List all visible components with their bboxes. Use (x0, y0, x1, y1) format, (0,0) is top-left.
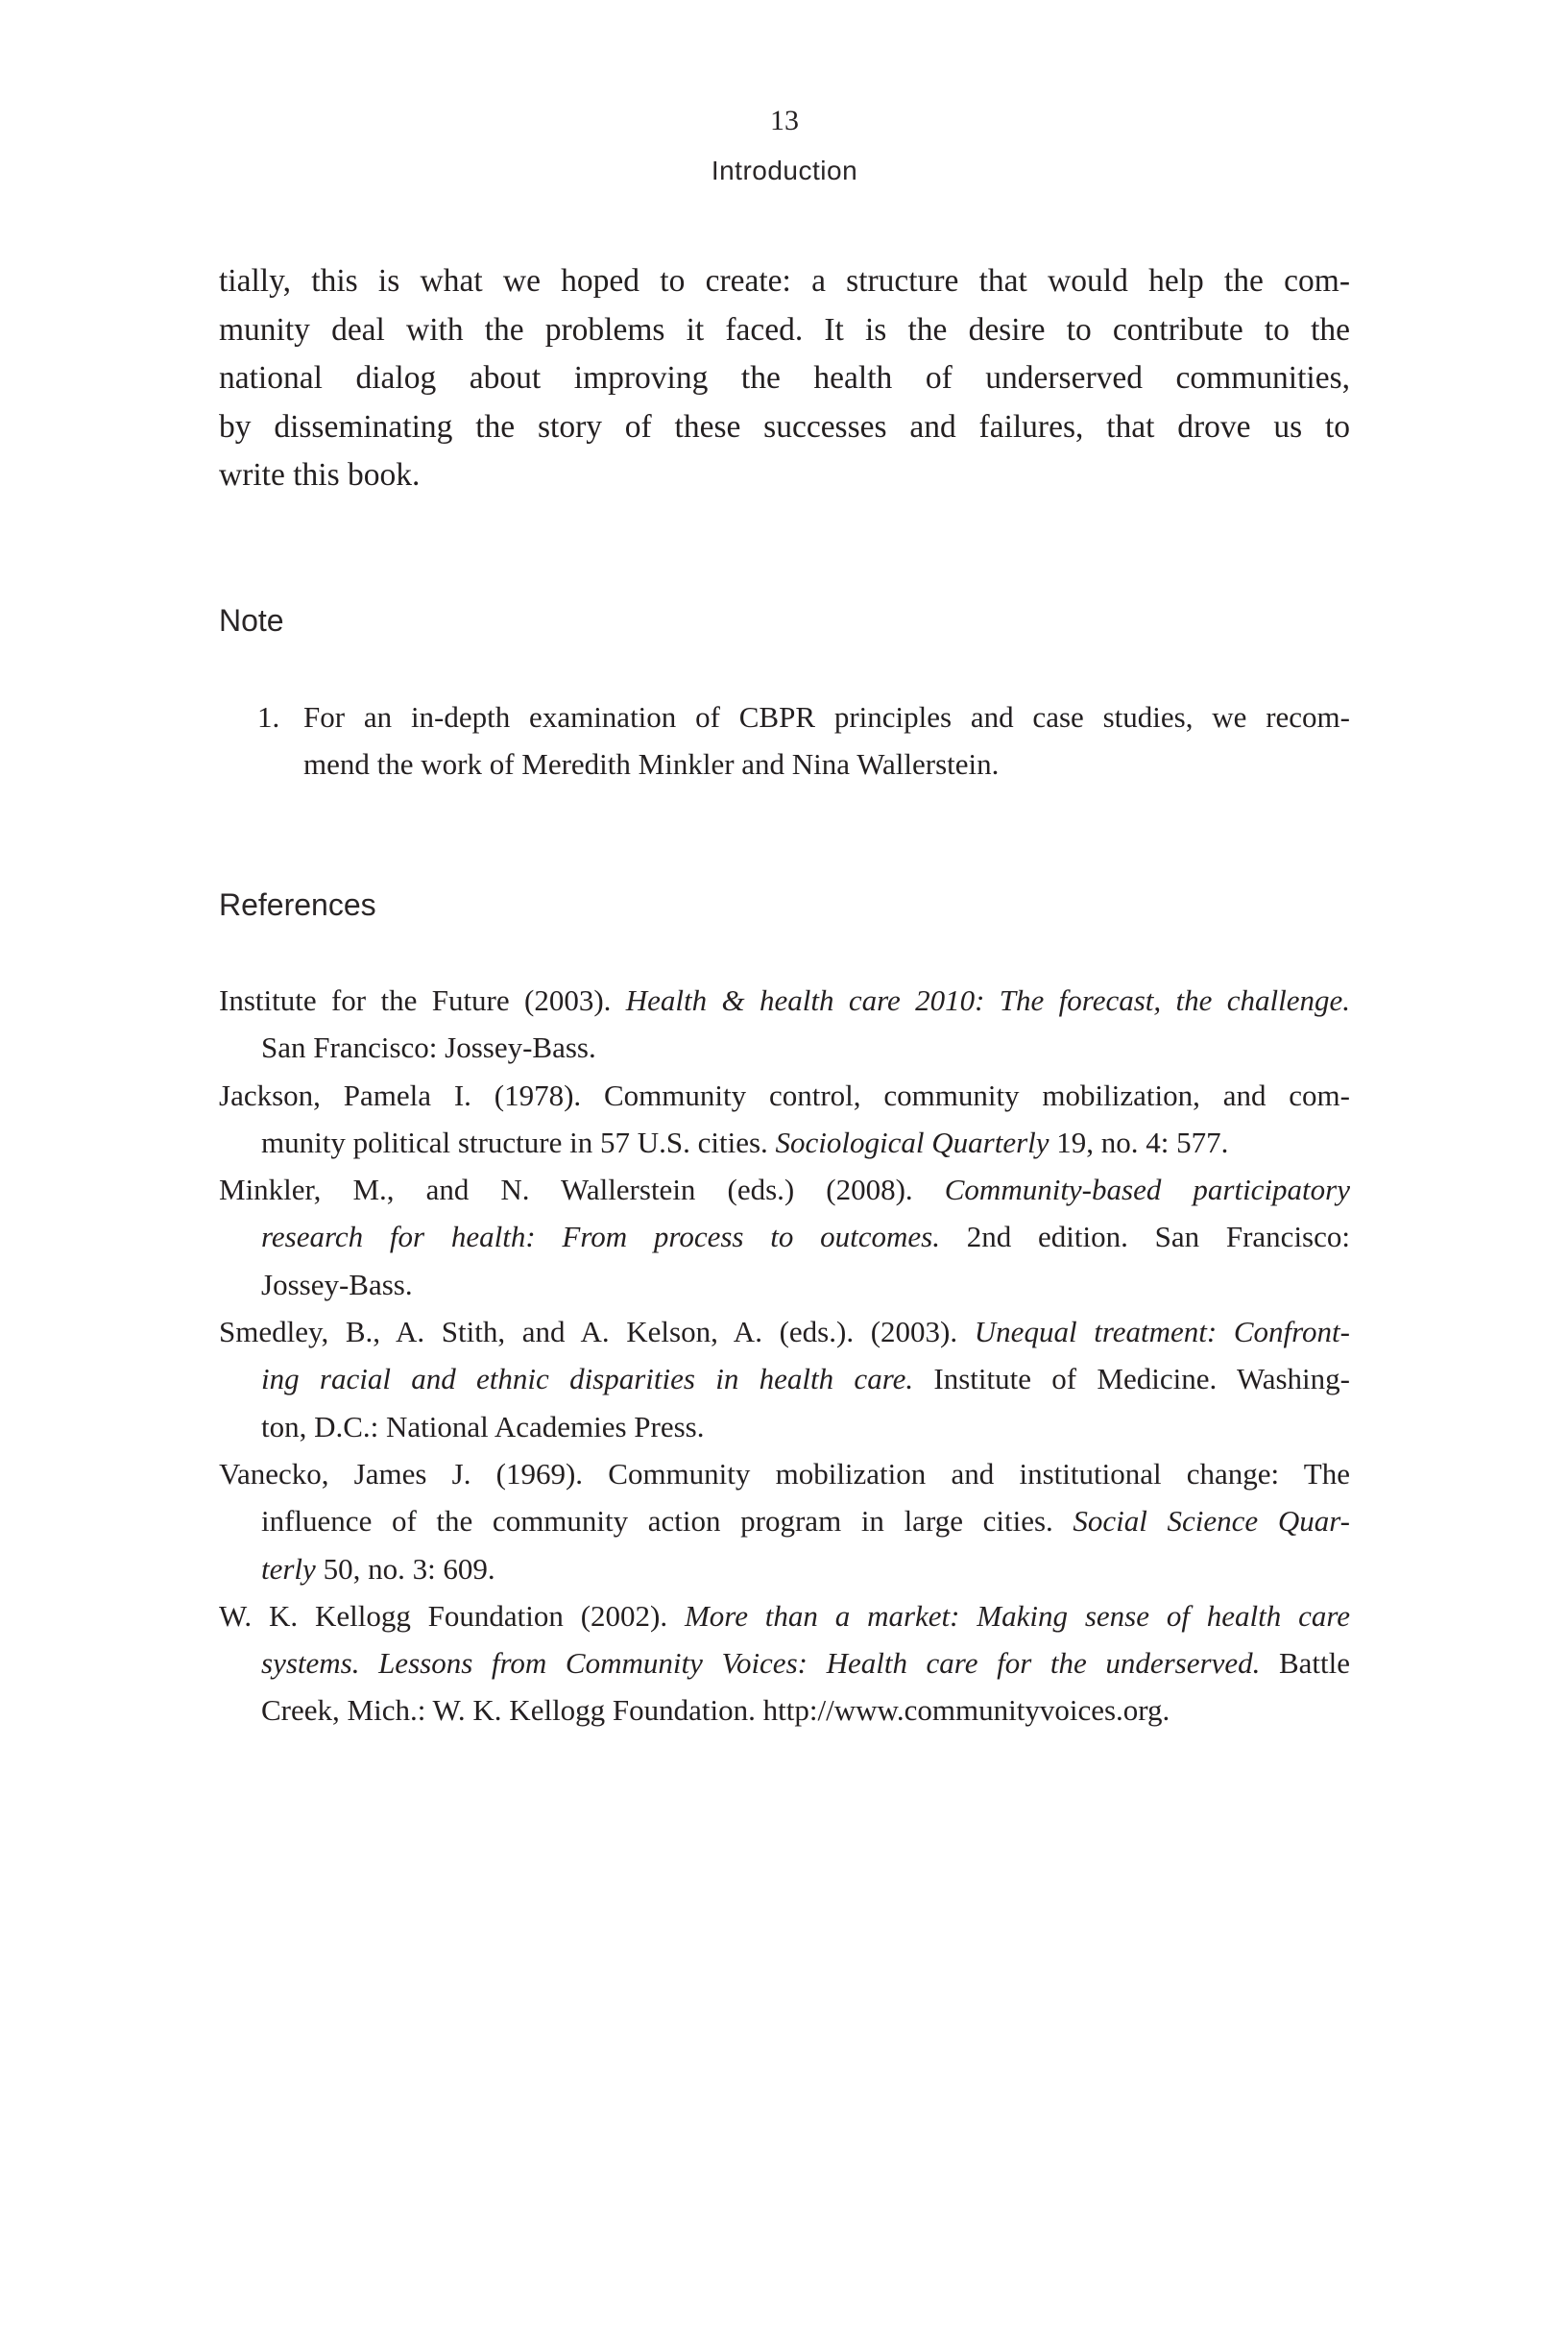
reference-line (219, 1686, 1350, 1734)
reference-text: Institute of Medicine. Washing- (913, 1362, 1350, 1396)
reference-line (219, 1355, 1350, 1402)
reference-text: 2nd edition. San Francisco: (939, 1220, 1350, 1254)
references-list (219, 977, 1350, 1734)
reference-text: 19, no. 4: 577. (1049, 1125, 1229, 1159)
reference-title-italic: Social Science Quar- (1073, 1504, 1350, 1539)
reference-line (219, 1450, 1350, 1497)
body-line: munity deal with the problems it faced. It is the desire to contribute to the (219, 311, 1350, 348)
page-number: 13 (770, 105, 799, 136)
reference-line (219, 1403, 1350, 1450)
reference-text: W. K. Kellogg Foundation (2002). (219, 1598, 685, 1633)
reference-line (219, 1213, 1350, 1260)
reference-title-italic: More than a market: Making sense of health care (684, 1598, 1351, 1633)
reference-entry (219, 977, 1350, 1072)
body-line: national dialog about improving the health of underserved communities, (219, 360, 1350, 396)
reference-text: Institute for the Future (2003). (219, 983, 626, 1017)
reference-line (219, 1545, 1350, 1592)
reference-entry (219, 1166, 1350, 1308)
reference-text: ton, D.C.: National Academies Press. (261, 1409, 705, 1443)
note-line: For an in-depth examination of CBPR principles and case studies, we recom- (303, 700, 1350, 734)
reference-line (219, 1072, 1350, 1119)
reference-line (219, 1497, 1350, 1544)
body-line: by disseminating the story of these successes and failures, that drove us to (219, 408, 1350, 445)
notes-heading: Note (219, 603, 284, 638)
reference-title-italic: Health & health care 2010: The forecast, the challenge. (625, 983, 1350, 1017)
reference-line (219, 1592, 1350, 1639)
reference-text: influence of the community action program in large cities. (261, 1504, 1073, 1539)
reference-line (219, 1261, 1350, 1308)
running-head-chapter-title: Introduction (711, 156, 858, 185)
reference-text: Battle (1260, 1646, 1350, 1681)
body-line: write this book. (219, 457, 421, 493)
reference-entry (219, 1072, 1350, 1167)
reference-entry (219, 1592, 1350, 1734)
reference-text: San Francisco: Jossey-Bass. (261, 1031, 596, 1065)
reference-line (219, 1119, 1350, 1166)
reference-text: munity political structure in 57 U.S. cities. (261, 1125, 776, 1159)
reference-line (219, 1639, 1350, 1686)
notes-list (219, 693, 1350, 788)
references-heading: References (219, 887, 376, 922)
reference-text: Jossey-Bass. (261, 1267, 413, 1301)
reference-text: Creek, Mich.: W. K. Kellogg Foundation. http://www.communityvoices.org. (261, 1693, 1170, 1728)
reference-text: Jackson, Pamela I. (1978). Community control, community mobilization, and com- (219, 1078, 1350, 1112)
reference-title-italic: Unequal treatment: Confront- (974, 1315, 1350, 1349)
reference-text: Vanecko, James J. (1969). Community mobilization and institutional change: The (219, 1456, 1350, 1491)
reference-entry (219, 1450, 1350, 1592)
reference-title-italic: ing racial and ethnic disparities in health care. (261, 1362, 914, 1396)
reference-text: 50, no. 3: 609. (315, 1551, 495, 1586)
reference-title-italic: systems. Lessons from Community Voices: Health care for the underserved. (261, 1646, 1261, 1681)
body-paragraph (219, 257, 1350, 500)
reference-line (219, 977, 1350, 1024)
reference-text: Minkler, M., and N. Wallerstein (eds.) (2008). (219, 1173, 945, 1207)
reference-line (219, 1024, 1350, 1071)
note-item (219, 693, 1350, 788)
reference-text: Smedley, B., A. Stith, and A. Kelson, A. (eds.). (2003). (219, 1315, 975, 1349)
note-number: 1. (257, 700, 280, 734)
reference-title-italic: Sociological Quarterly (775, 1125, 1049, 1159)
reference-line (219, 1308, 1350, 1355)
reference-line (219, 1166, 1350, 1213)
reference-title-italic: terly (261, 1551, 316, 1586)
note-line: mend the work of Meredith Minkler and Nina Wallerstein. (303, 747, 1000, 781)
reference-title-italic: research for health: From process to outcomes. (261, 1220, 940, 1254)
body-line: tially, this is what we hoped to create: a structure that would help the com- (219, 263, 1350, 299)
reference-title-italic: Community-based participatory (944, 1173, 1350, 1207)
reference-entry (219, 1308, 1350, 1450)
